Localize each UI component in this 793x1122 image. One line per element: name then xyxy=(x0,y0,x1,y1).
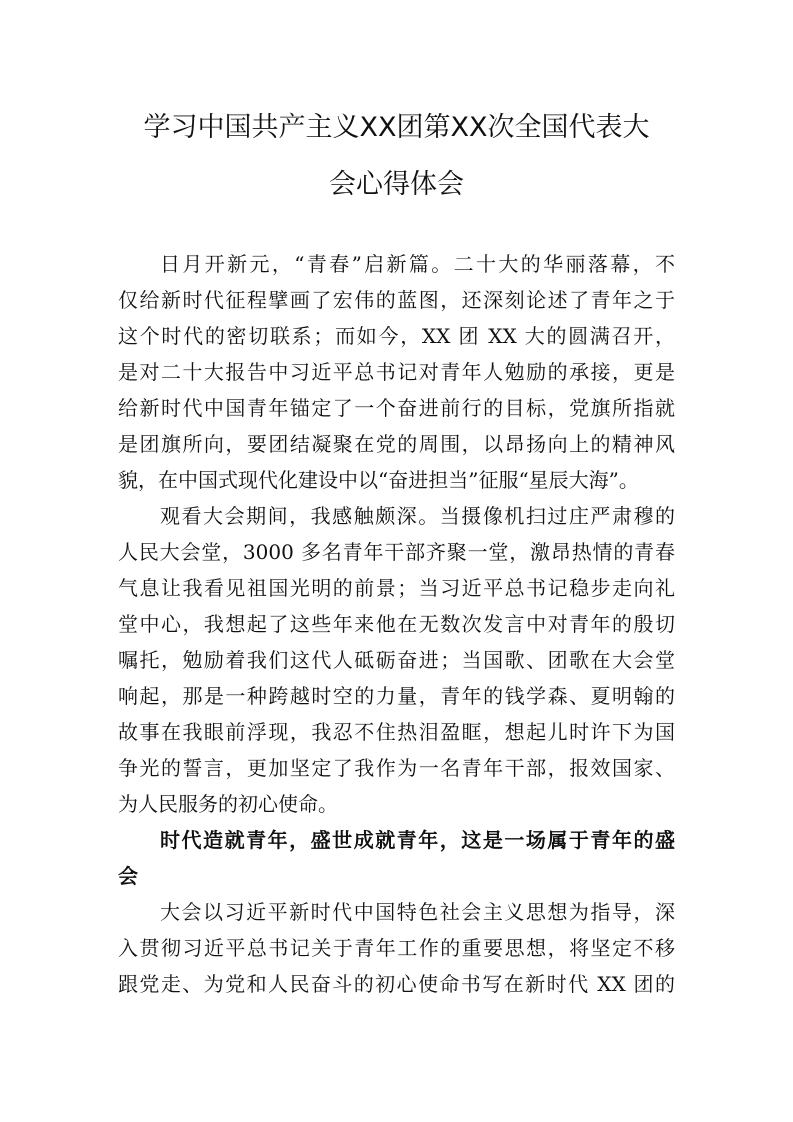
paragraph xyxy=(118,498,675,822)
text-line: 日月开新元，“青春”启新篇。二十大的华丽落幕，不 xyxy=(160,252,675,276)
paragraph xyxy=(118,894,675,1002)
document-title-line-2: 会心得体会 xyxy=(329,169,464,200)
text-line: 观看大会期间，我感触颇深。当摄像机扫过庄严肃穆的 xyxy=(160,504,675,528)
text-line: 嘱托，勉励着我们这代人砥砺奋进；当国歌、团歌在大会堂 xyxy=(118,648,675,672)
text-line: 这个时代的密切联系；而如今，XX 团 XX 大的圆满召开， xyxy=(118,324,675,348)
text-line: 为人民服务的初心使命。 xyxy=(118,792,338,816)
text-line: 会 xyxy=(118,864,138,888)
text-line: 给新时代中国青年锚定了一个奋进前行的目标，党旗所指就 xyxy=(118,396,675,420)
text-line: 人民大会堂，3000 多名青年干部齐聚一堂，激昂热情的青春 xyxy=(118,540,675,564)
text-line: 跟党走、为党和人民奋斗的初心使命书写在新时代 XX 团的 xyxy=(118,972,675,996)
section-heading xyxy=(118,822,675,894)
text-line: 气息让我看见祖国光明的前景；当习近平总书记稳步走向礼 xyxy=(118,576,675,600)
text-line: 仅给新时代征程擘画了宏伟的蓝图，还深刻论述了青年之于 xyxy=(118,288,675,312)
text-line: 大会以习近平新时代中国特色社会主义思想为指导，深 xyxy=(160,900,675,924)
text-line: 堂中心，我想起了这些年来他在无数次发言中对青年的殷切 xyxy=(118,612,675,636)
text-line: 是团旗所向，要团结凝聚在党的周围，以昂扬向上的精神风 xyxy=(118,432,675,456)
paragraph xyxy=(118,246,675,498)
document-body xyxy=(118,246,675,1002)
text-line: 是对二十大报告中习近平总书记对青年人勉励的承接，更是 xyxy=(118,360,675,384)
text-line: 故事在我眼前浮现，我忍不住热泪盈眶，想起儿时许下为国 xyxy=(118,720,675,744)
text-line: 响起，那是一种跨越时空的力量，青年的钱学森、夏明翰的 xyxy=(118,684,675,708)
document-title-line-1: 学习中国共产主义XX团第XX次全国代表大 xyxy=(143,112,650,143)
text-line: 貌，在中国式现代化建设中以“奋进担当”征服“星辰大海”。 xyxy=(118,468,639,492)
text-line: 入贯彻习近平总书记关于青年工作的重要思想，将坚定不移 xyxy=(118,936,675,960)
text-line: 时代造就青年，盛世成就青年，这是一场属于青年的盛 xyxy=(160,828,675,852)
text-line: 争光的誓言，更加坚定了我作为一名青年干部，报效国家、 xyxy=(118,756,675,780)
